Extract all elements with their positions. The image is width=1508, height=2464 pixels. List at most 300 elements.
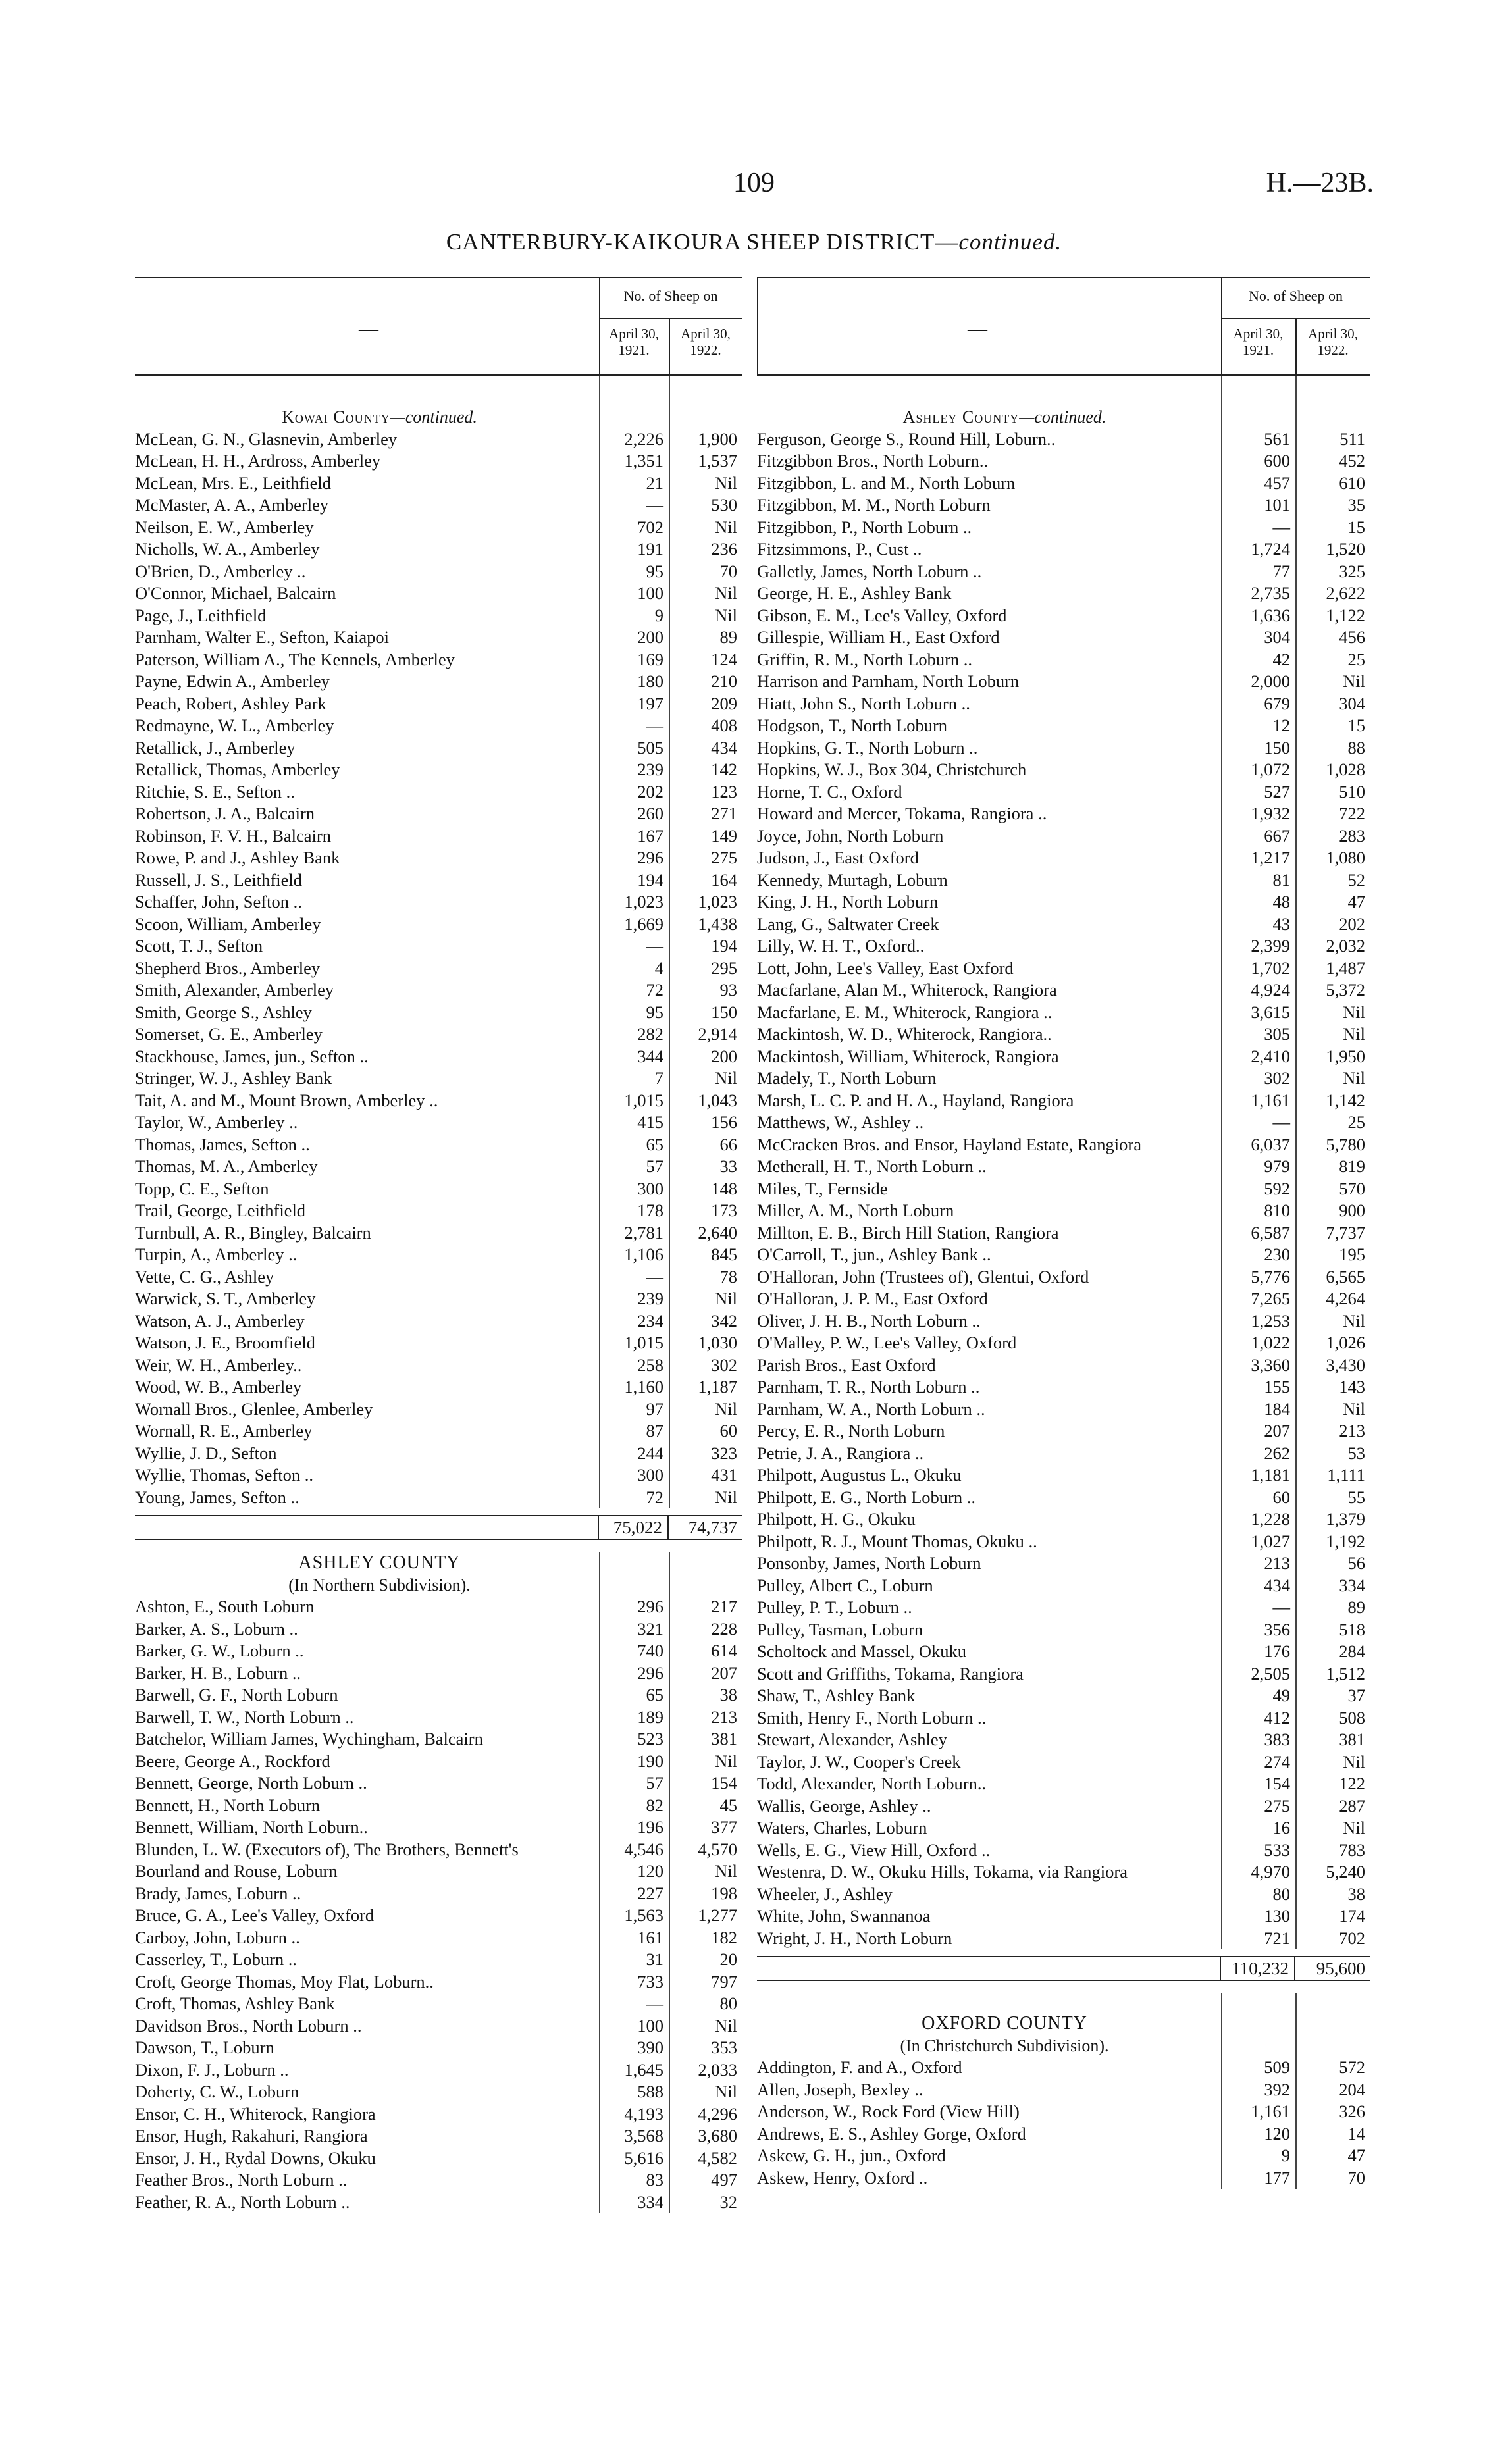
table-row xyxy=(757,1134,1370,1156)
table-row xyxy=(757,1597,1370,1619)
table-row xyxy=(135,494,742,517)
title-main: CANTERBURY-KAIKOURA SHEEP DISTRICT— xyxy=(446,229,959,255)
sheep-1921: 356 xyxy=(1264,1619,1290,1639)
table-row xyxy=(135,693,742,715)
table-row xyxy=(757,1244,1370,1266)
sheep-1921: 72 xyxy=(646,1487,663,1507)
sheep-1921: 196 xyxy=(637,1817,663,1837)
holder-name: Fitzgibbon, P., North Loburn .. xyxy=(757,517,972,537)
sheep-1921: 1,228 xyxy=(1251,1509,1290,1529)
sheep-1921: — xyxy=(646,936,663,956)
table-row xyxy=(135,1707,742,1729)
holder-name: Thomas, James, Sefton .. xyxy=(135,1134,310,1154)
right-table xyxy=(757,277,1370,2189)
sheep-1922: 198 xyxy=(711,1883,737,1903)
sheep-1921: 2,410 xyxy=(1251,1046,1290,1066)
sheep-1922: 38 xyxy=(719,1685,737,1705)
sheep-1921: 733 xyxy=(637,1971,663,1991)
holder-name: O'Brien, D., Amberley .. xyxy=(135,561,306,581)
holder-name: Beere, George A., Rockford xyxy=(135,1751,330,1771)
sheep-1922: 14 xyxy=(1347,2123,1365,2143)
holder-name: Russell, J. S., Leithfield xyxy=(135,869,302,890)
sheep-1921: 180 xyxy=(637,671,663,691)
holder-name: Croft, George Thomas, Moy Flat, Loburn.. xyxy=(135,1971,434,1991)
sheep-1921: 1,181 xyxy=(1251,1465,1290,1485)
holder-name: Taylor, W., Amberley .. xyxy=(135,1112,298,1132)
table-row xyxy=(757,1773,1370,1795)
table-row xyxy=(757,847,1370,869)
sheep-1922: 284 xyxy=(1339,1641,1365,1661)
sheep-1921: 57 xyxy=(646,1773,663,1793)
holder-name: Thomas, M. A., Amberley xyxy=(135,1156,318,1176)
table-row xyxy=(757,1619,1370,1641)
sheep-1921: 4,193 xyxy=(624,2103,663,2124)
sheep-1921: 154 xyxy=(1264,1774,1290,1793)
sheep-1922: 47 xyxy=(1347,892,1365,911)
sheep-1922: 819 xyxy=(1339,1156,1365,1176)
sheep-1921: 4,924 xyxy=(1251,980,1290,1000)
table-row xyxy=(135,1839,742,1861)
table-row xyxy=(757,1884,1370,1906)
header-group-label: No. of Sheep on xyxy=(623,288,718,304)
table-row xyxy=(135,803,742,825)
sheep-1922: 93 xyxy=(719,980,737,1000)
sheep-1922: Nil xyxy=(715,1289,737,1308)
sheep-1921: 200 xyxy=(637,627,663,647)
sheep-1921: 72 xyxy=(646,980,663,1000)
sheep-1921: 3,360 xyxy=(1251,1354,1290,1375)
holder-name: Hiatt, John S., North Loburn .. xyxy=(757,693,970,713)
sheep-1922: 70 xyxy=(719,561,737,581)
sheep-1921: 523 xyxy=(637,1729,663,1749)
sheep-1921: 2,735 xyxy=(1251,583,1290,603)
sheep-1921: 100 xyxy=(637,2015,663,2036)
holder-name: Barker, A. S., Loburn .. xyxy=(135,1618,298,1639)
sheep-1921: 457 xyxy=(1264,473,1290,493)
holder-name: Bennett, H., North Loburn xyxy=(135,1795,321,1815)
table-row xyxy=(135,781,742,804)
table-row xyxy=(757,913,1370,936)
holder-name: Davidson Bros., North Loburn .. xyxy=(135,2015,362,2036)
sheep-1921: 600 xyxy=(1264,451,1290,471)
sheep-1921: 177 xyxy=(1264,2167,1290,2188)
holder-name: Trail, George, Leithfield xyxy=(135,1200,306,1220)
sheep-1922: 323 xyxy=(711,1443,737,1463)
sheep-1922: Nil xyxy=(715,1068,737,1088)
sheep-1921: 65 xyxy=(646,1685,663,1705)
table-row xyxy=(757,2101,1370,2123)
holder-name: Philpott, H. G., Okuku xyxy=(757,1509,916,1529)
sheep-1922: 497 xyxy=(711,2170,737,2190)
table-row xyxy=(757,1178,1370,1200)
table-row xyxy=(135,2103,742,2126)
holder-name: Matthews, W., Ashley .. xyxy=(757,1112,924,1132)
sheep-1922: 295 xyxy=(711,958,737,978)
holder-name: O'Carroll, T., jun., Ashley Bank .. xyxy=(757,1245,991,1264)
sheep-1921: 1,351 xyxy=(624,451,663,471)
sheep-1921: 169 xyxy=(637,649,663,669)
holder-name: King, J. H., North Loburn xyxy=(757,892,939,911)
table-row xyxy=(135,1288,742,1310)
table-row xyxy=(757,2079,1370,2101)
table-row xyxy=(757,473,1370,495)
table-row xyxy=(135,2169,742,2192)
sheep-1921: 1,161 xyxy=(1251,1090,1290,1110)
table-row xyxy=(757,1553,1370,1575)
sheep-1922: 900 xyxy=(1339,1200,1365,1220)
table-row xyxy=(135,428,742,451)
sheep-1922: 511 xyxy=(1339,428,1365,449)
page-title xyxy=(0,229,1508,255)
sheep-1922: 217 xyxy=(711,1597,737,1616)
sheep-1922: 20 xyxy=(719,1949,737,1969)
sheep-1922: 1,023 xyxy=(698,892,737,911)
table-row xyxy=(757,1112,1370,1134)
table-row xyxy=(135,1200,742,1222)
holder-name: O'Connor, Michael, Balcairn xyxy=(135,583,336,603)
table-row xyxy=(135,450,742,473)
holder-name: Wright, J. H., North Loburn xyxy=(757,1928,952,1948)
sheep-1921: 979 xyxy=(1264,1156,1290,1176)
sheep-1922: 334 xyxy=(1339,1575,1365,1595)
sheep-1921: 65 xyxy=(646,1134,663,1154)
holder-name: Smith, George S., Ashley xyxy=(135,1002,312,1022)
sheep-1922: 35 xyxy=(1347,495,1365,515)
holder-name: Fitzgibbon, L. and M., North Loburn xyxy=(757,473,1016,493)
table-row xyxy=(757,1156,1370,1178)
sheep-1921: 321 xyxy=(637,1618,663,1639)
table-row xyxy=(757,1376,1370,1399)
sheep-1921: 7 xyxy=(654,1068,663,1088)
holder-name: Ensor, C. H., Whiterock, Rangiora xyxy=(135,2103,376,2124)
sheep-1922: 124 xyxy=(711,649,737,669)
table-row xyxy=(135,1728,742,1751)
table-row xyxy=(135,538,742,561)
sheep-1922: Nil xyxy=(1343,1068,1365,1088)
holder-name: Nicholls, W. A., Amberley xyxy=(135,539,320,559)
table-row xyxy=(757,627,1370,649)
left-table xyxy=(135,277,742,2213)
table-row xyxy=(135,1772,742,1795)
sheep-1921: 1,636 xyxy=(1251,605,1290,625)
table-row xyxy=(757,428,1370,451)
sheep-1922: 32 xyxy=(719,2192,737,2212)
sheep-1921: 304 xyxy=(1264,627,1290,647)
table-row xyxy=(757,494,1370,517)
holder-name: Madely, T., North Loburn xyxy=(757,1068,937,1088)
sheep-1921: 344 xyxy=(637,1046,663,1066)
table-row xyxy=(135,1993,742,2015)
left-rows-ashley xyxy=(135,1552,742,2213)
table-row xyxy=(135,1971,742,1993)
table-row xyxy=(135,1156,742,1178)
table-row xyxy=(135,1046,742,1068)
holder-name: Retallick, Thomas, Amberley xyxy=(135,759,340,779)
sheep-1922: 518 xyxy=(1339,1619,1365,1639)
table-row xyxy=(757,825,1370,848)
sheep-1922: 1,043 xyxy=(698,1090,737,1110)
sheep-1922: 164 xyxy=(711,869,737,890)
table-row xyxy=(757,1200,1370,1222)
sheep-1921: 60 xyxy=(1272,1487,1290,1507)
sheep-1921: 9 xyxy=(654,605,663,625)
sheep-1922: 204 xyxy=(1339,2079,1365,2099)
sheep-1922: Nil xyxy=(715,583,737,603)
sheep-1921: 31 xyxy=(646,1949,663,1969)
holder-name: Oliver, J. H. B., North Loburn .. xyxy=(757,1310,981,1331)
table-row xyxy=(135,913,742,936)
holder-name: Shaw, T., Ashley Bank xyxy=(757,1685,916,1705)
holder-name: Bennett, William, North Loburn.. xyxy=(135,1817,368,1837)
sheep-1922: 5,240 xyxy=(1326,1862,1365,1882)
sheep-1922: 80 xyxy=(719,1993,737,2013)
sheep-1922: 1,950 xyxy=(1326,1046,1365,1066)
right-total-row xyxy=(757,1956,1370,1981)
sheep-1922: 88 xyxy=(1347,737,1365,757)
sheep-1922: Nil xyxy=(715,1861,737,1881)
sheep-1921: 296 xyxy=(637,1597,663,1616)
section-heading: Ashley County—continued. xyxy=(902,407,1106,426)
holder-name: Bourland and Rouse, Loburn xyxy=(135,1861,338,1881)
table-row xyxy=(135,582,742,605)
holder-name: Ensor, J. H., Rydal Downs, Okuku xyxy=(135,2147,376,2168)
sheep-1921: — xyxy=(646,715,663,735)
sheep-1922: 15 xyxy=(1347,517,1365,537)
holder-name: Anderson, W., Rock Ford (View Hill) xyxy=(757,2101,1020,2121)
holder-name: Wyllie, J. D., Sefton xyxy=(135,1443,277,1463)
sheep-1921: 2,399 xyxy=(1251,936,1290,956)
sheep-1922: 45 xyxy=(719,1795,737,1815)
holder-name: Mackintosh, W. D., Whiterock, Rangiora.. xyxy=(757,1024,1052,1044)
sheep-1921: 213 xyxy=(1264,1553,1290,1573)
holder-name: Pulley, Albert C., Loburn xyxy=(757,1575,933,1595)
holder-name: Howard and Mercer, Tokama, Rangiora .. xyxy=(757,804,1047,823)
table-row xyxy=(757,1023,1370,1046)
sheep-1921: 1,072 xyxy=(1251,759,1290,779)
table-row xyxy=(135,1883,742,1905)
table-row xyxy=(757,1310,1370,1333)
holder-name: Westenra, D. W., Okuku Hills, Tokama, via Rangiora xyxy=(757,1862,1128,1882)
sheep-1922: 408 xyxy=(711,715,737,735)
holder-name: Carboy, John, Loburn .. xyxy=(135,1927,300,1947)
holder-name: Ritchie, S. E., Sefton .. xyxy=(135,781,295,802)
sheep-1921: 150 xyxy=(1264,737,1290,757)
sheep-1921: 275 xyxy=(1264,1795,1290,1816)
sheep-1922: 325 xyxy=(1339,561,1365,581)
sheep-1922: Nil xyxy=(1343,1399,1365,1419)
sheep-1922: 797 xyxy=(711,1971,737,1991)
sheep-1921: 7,265 xyxy=(1251,1289,1290,1308)
holder-name: Bruce, G. A., Lee's Valley, Oxford xyxy=(135,1905,375,1925)
sheep-1922: 452 xyxy=(1339,451,1365,471)
sheep-1922: 508 xyxy=(1339,1707,1365,1728)
sheep-1922: 66 xyxy=(719,1134,737,1154)
sheep-1922: 236 xyxy=(711,539,737,559)
holder-name: Askew, Henry, Oxford .. xyxy=(757,2167,928,2188)
sheep-1921: 1,160 xyxy=(624,1377,663,1397)
right-rows-oxford xyxy=(757,1993,1370,2189)
sheep-1922: 1,512 xyxy=(1326,1663,1365,1683)
holder-name: Wallis, George, Ashley .. xyxy=(757,1795,931,1816)
holder-name: Weir, W. H., Amberley.. xyxy=(135,1354,302,1375)
holder-name: Metherall, H. T., North Loburn .. xyxy=(757,1156,987,1176)
sheep-1922: Nil xyxy=(715,605,737,625)
holder-name: Wornall Bros., Glenlee, Amberley xyxy=(135,1399,373,1419)
sheep-1921: 87 xyxy=(646,1421,663,1441)
sheep-1921: 83 xyxy=(646,2170,663,2190)
sheep-1922: 122 xyxy=(1339,1774,1365,1793)
sheep-1921: — xyxy=(1272,1112,1290,1132)
sheep-1921: 48 xyxy=(1272,892,1290,911)
holder-name: Kennedy, Murtagh, Loburn xyxy=(757,869,948,890)
sheep-1921: 197 xyxy=(637,693,663,713)
sheep-1922: Nil xyxy=(1343,1818,1365,1837)
holder-name: Hopkins, W. J., Box 304, Christchurch xyxy=(757,759,1027,779)
table-row xyxy=(757,1002,1370,1024)
holder-name: Page, J., Leithfield xyxy=(135,605,267,625)
holder-name: Parnham, T. R., North Loburn .. xyxy=(757,1377,980,1397)
holder-name: O'Halloran, J. P. M., East Oxford xyxy=(757,1289,988,1308)
sheep-1921: 16 xyxy=(1272,1818,1290,1837)
table-row xyxy=(135,1266,742,1289)
holder-name: Barker, G. W., Loburn .. xyxy=(135,1641,304,1660)
sheep-1921: — xyxy=(1272,1597,1290,1617)
sheep-1922: 4,570 xyxy=(698,1839,737,1859)
holder-name: Somerset, G. E., Amberley xyxy=(135,1024,323,1044)
sheep-1922: Nil xyxy=(715,473,737,493)
right-rows-ashley xyxy=(757,376,1370,1949)
holder-name: Retallick, J., Amberley xyxy=(135,737,296,757)
holder-name: Addington, F. and A., Oxford xyxy=(757,2057,962,2077)
sheep-1921: 334 xyxy=(637,2192,663,2212)
sheep-1921: 130 xyxy=(1264,1906,1290,1926)
holder-name: Fitzsimmons, P., Cust .. xyxy=(757,539,922,559)
table-row xyxy=(135,979,742,1002)
holder-name: Parnham, Walter E., Sefton, Kaiapoi xyxy=(135,627,389,647)
sheep-1922: 213 xyxy=(711,1707,737,1727)
table-row xyxy=(757,2167,1370,2190)
holder-name: Casserley, T., Loburn .. xyxy=(135,1949,298,1969)
sheep-1922: 89 xyxy=(1347,1597,1365,1617)
sheep-1922: 1,030 xyxy=(698,1333,737,1352)
table-row xyxy=(135,958,742,980)
table-row xyxy=(757,561,1370,583)
sheep-1922: 283 xyxy=(1339,825,1365,846)
header-col-1922: April 30, 1922. xyxy=(1308,326,1358,358)
holder-name: Askew, G. H., jun., Oxford xyxy=(757,2145,946,2165)
table-row xyxy=(757,693,1370,715)
sheep-1922: 1,900 xyxy=(698,428,737,449)
sheep-1922: 174 xyxy=(1339,1906,1365,1926)
holder-name: Neilson, E. W., Amberley xyxy=(135,517,314,537)
holder-name: Schaffer, John, Sefton .. xyxy=(135,892,302,911)
sheep-1921: 9 xyxy=(1281,2145,1290,2165)
sheep-1922: 15 xyxy=(1347,715,1365,735)
holder-name: Robinson, F. V. H., Balcairn xyxy=(135,825,331,846)
holder-name: Philpott, R. J., Mount Thomas, Okuku .. xyxy=(757,1531,1037,1551)
table-row xyxy=(135,1376,742,1399)
holder-name: Macfarlane, Alan M., Whiterock, Rangiora xyxy=(757,980,1057,1000)
sheep-1922: 353 xyxy=(711,2038,737,2057)
sheep-1921: 300 xyxy=(637,1465,663,1485)
sheep-1922: 1,122 xyxy=(1326,605,1365,625)
holder-name: Parnham, W. A., North Loburn .. xyxy=(757,1399,985,1419)
holder-name: Wheeler, J., Ashley xyxy=(757,1884,893,1904)
sheep-1921: 42 xyxy=(1272,649,1290,669)
sheep-1922: 89 xyxy=(719,627,737,647)
sheep-1922: 2,914 xyxy=(698,1024,737,1044)
sheep-1922: 6,565 xyxy=(1326,1266,1365,1287)
table-row xyxy=(757,1729,1370,1751)
sheep-1922: 2,032 xyxy=(1326,936,1365,956)
holder-name: Young, James, Sefton .. xyxy=(135,1487,299,1507)
sheep-1922: 614 xyxy=(711,1641,737,1660)
holder-name: Doherty, C. W., Loburn xyxy=(135,2082,299,2101)
sheep-1922: 342 xyxy=(711,1310,737,1331)
table-row xyxy=(757,1905,1370,1928)
holder-name: Blunden, L. W. (Executors of), The Brothers, Bennett's xyxy=(135,1839,519,1859)
sheep-1921: 721 xyxy=(1264,1928,1290,1948)
table-row xyxy=(757,1641,1370,1663)
sheep-1921: 412 xyxy=(1264,1707,1290,1728)
holder-name: Stringer, W. J., Ashley Bank xyxy=(135,1068,332,1088)
sheep-1921: 81 xyxy=(1272,869,1290,890)
holder-name: Bennett, George, North Loburn .. xyxy=(135,1773,367,1793)
sheep-1922: 4,296 xyxy=(698,2103,737,2124)
table-row xyxy=(757,935,1370,958)
sheep-1921: 383 xyxy=(1264,1730,1290,1749)
holder-name: Turpin, A., Amberley .. xyxy=(135,1245,298,1264)
holder-name: Scoon, William, Amberley xyxy=(135,913,321,934)
sheep-1921: 702 xyxy=(637,517,663,537)
sheep-1921: 120 xyxy=(1264,2123,1290,2143)
sheep-1922: 1,026 xyxy=(1326,1333,1365,1352)
holder-name: Barwell, G. F., North Loburn xyxy=(135,1685,338,1705)
sheep-1922: 1,187 xyxy=(698,1377,737,1397)
sheep-1922: 381 xyxy=(1339,1730,1365,1749)
holder-name: Millton, E. B., Birch Hill Station, Rangiora xyxy=(757,1222,1059,1243)
sheep-1921: 302 xyxy=(1264,1068,1290,1088)
table-row xyxy=(135,2037,742,2059)
sheep-1921: 679 xyxy=(1264,693,1290,713)
sheep-1922: 182 xyxy=(711,1927,737,1947)
table-row xyxy=(757,1288,1370,1310)
holder-name: Topp, C. E., Sefton xyxy=(135,1178,269,1198)
sheep-1921: 5,776 xyxy=(1251,1266,1290,1287)
sheep-1922: 287 xyxy=(1339,1795,1365,1816)
table-row xyxy=(757,891,1370,913)
sheep-1921: 176 xyxy=(1264,1641,1290,1661)
sheep-1922: 510 xyxy=(1339,781,1365,802)
table-row xyxy=(757,1266,1370,1289)
sheep-1921: 202 xyxy=(637,781,663,802)
table-row xyxy=(135,847,742,869)
sheep-1922: 70 xyxy=(1347,2167,1365,2188)
header-col-1921: April 30, 1921. xyxy=(1233,326,1284,358)
sheep-1921: 1,027 xyxy=(1251,1531,1290,1551)
table-row xyxy=(135,891,742,913)
sheep-1921: 810 xyxy=(1264,1200,1290,1220)
sheep-1921: 3,615 xyxy=(1251,1002,1290,1022)
sheep-1921: 95 xyxy=(646,561,663,581)
sheep-1922: 2,640 xyxy=(698,1222,737,1243)
table-row xyxy=(757,1443,1370,1465)
table-row xyxy=(757,1046,1370,1068)
table-row xyxy=(135,1464,742,1487)
sheep-1922: Nil xyxy=(1343,1002,1365,1022)
table-row xyxy=(135,1487,742,1509)
sheep-1922: 2,033 xyxy=(698,2059,737,2080)
